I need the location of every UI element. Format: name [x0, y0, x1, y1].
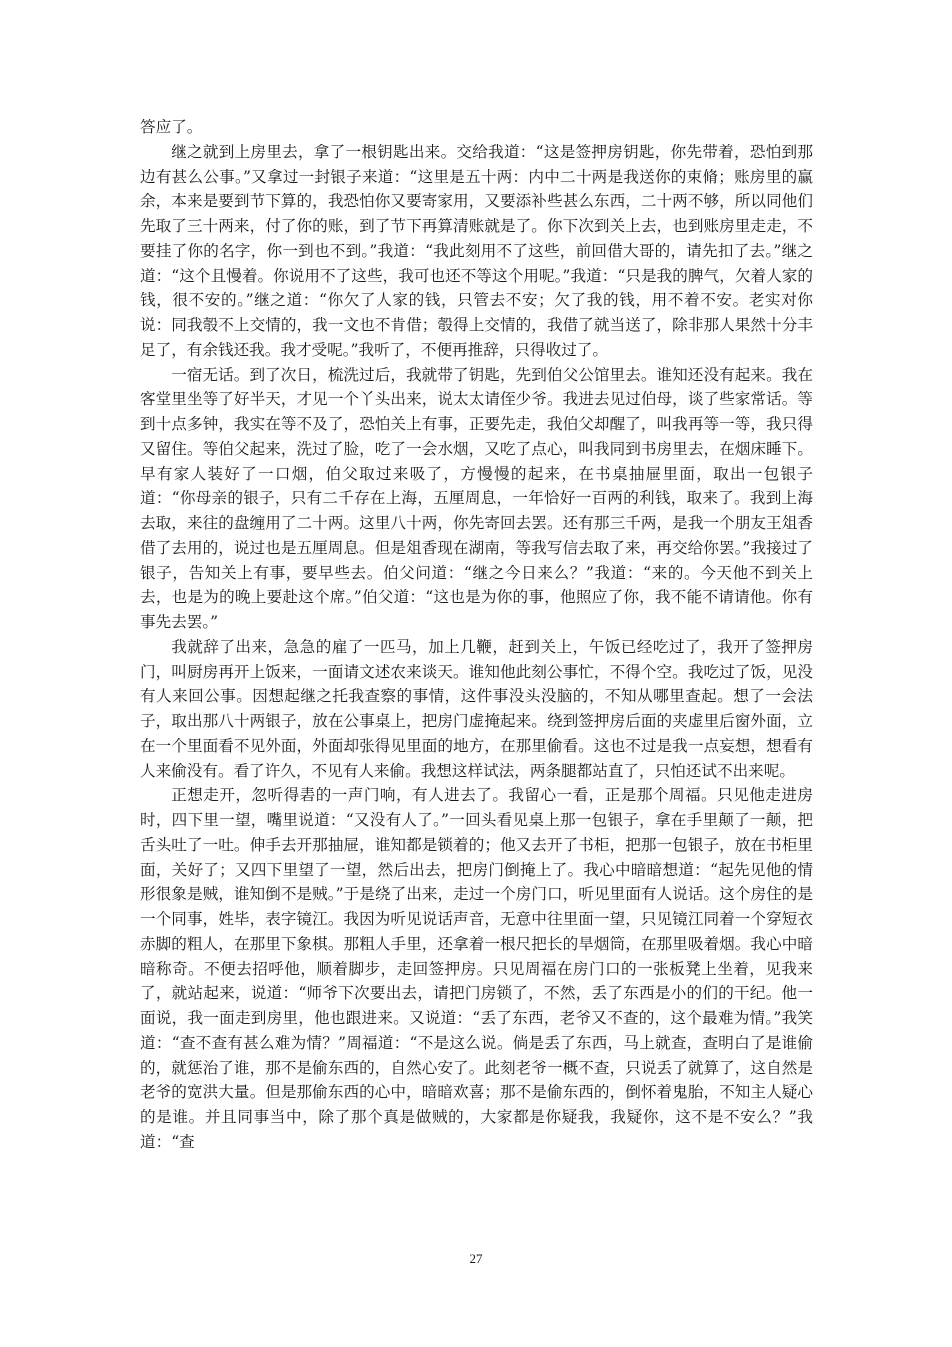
paragraph-continuation: 答应了。 — [140, 118, 203, 136]
page-number: 27 — [469, 1251, 483, 1266]
paragraph: 继之就到上房里去，拿了一根钥匙出来。交给我道：“这是签押房钥匙，你先带着，恐怕到那边有甚么公事。”又拿过一封银子来道：“这里是五十两：内中二十两是我送你的束脩；账房里的赢余，本来是要到节下算的，我恐怕你又要寄家用，又要添补些甚么东西，二十两不够，所以同他们先取了三十两来，付了你的账，到了节下再算清账就是了。你下次到关上去，也到账房里走走，不要挂了你的名字，你一到也不到。”我道：“我此刻用不了这些，前回借大哥的，请先扣了去。”继之道：“这个且慢着。你说用不了这些，我可也还不等这个用呢。”我道：“只是我的脾气，欠着人家的钱，很不安的。”继之道：“你欠了人家的钱，只管去不安；欠了我的钱，用不着不安。老实对你说：同我彀不上交情的，我一文也不肯借；彀得上交情的，我借了就当送了，除非那人果然十分丰足了，有余钱还我。我才受呢。”我听了，不便再推辞，只得收过了。 — [140, 142, 813, 359]
paragraph: 一宿无话。到了次日，梳洗过后，我就带了钥匙，先到伯父公馆里去。谁知还没有起来。我在客堂里坐等了好半天，才见一个丫头出来，说太太请侄少爷。我进去见过伯母，谈了些家常话。等到十点多钟，我实在等不及了，恐怕关上有事，正要先走，我伯父却醒了，叫我再等一等，我只得又留住。等伯父起来，洗过了脸，吃了一会水烟，又吃了点心，叫我同到书房里去，在烟床睡下。早有家人装好了一口烟，伯父取过来吸了，方慢慢的起来，在书桌抽屉里面，取出一包银子道：“你母亲的银子，只有二千存在上海，五厘周息，一年恰好一百两的利钱，取来了。我到上海去取，来往的盘缠用了二十两。这里八十两，你先寄回去罢。还有那三千两，是我一个朋友王俎香借了去用的，说过也是五厘周息。但是俎香现在湖南，等我写信去取了来，再交给你罢。”我接过了银子，告知关上有事，要早些去。伯父问道：“继之今日来么？”我道：“来的。今天他不到关上去，也是为的晚上要赴这个席。”伯父道：“这也是为你的事，他照应了你，我不能不请请他。你有事先去罢。” — [140, 365, 813, 631]
body-text — [140, 115, 813, 1155]
paragraph: 正想走开，忽听得砉的一声门响，有人进去了。我留心一看，正是那个周福。只见他走进房时，四下里一望，嘴里说道：“又没有人了。”一回头看见桌上那一包银子，拿在手里颠了一颠，把舌头吐了一吐。伸手去开那抽屉，谁知都是锁着的；他又去开了书柜，把那一包银子，放在书柜里面，关好了；又四下里望了一望，然后出去，把房门倒掩上了。我心中暗暗想道：“起先见他的情形很象是贼，谁知倒不是贼。”于是绕了出来，走过一个房门口，听见里面有人说话。这个房住的是一个同事，姓毕，表字镜江。我因为听见说话声音，无意中往里面一望，只见镜江同着一个穿短衣赤脚的粗人，在那里下象棋。那粗人手里，还拿着一根尺把长的旱烟筒，在那里吸着烟。我心中暗暗称奇。不便去招呼他，顺着脚步，走回签押房。只见周福在房门口的一张板凳上坐着，见我来了，就站起来，说道：“师爷下次要出去，请把门房锁了，不然，丢了东西是小的们的干纪。他一面说，我一面走到房里，他也跟进来。又说道：“丢了东西，老爷又不查的，这个最难为情。”我笑道：“查不查有甚么难为情？”周福道：“不是这么说。倘是丢了东西，马上就查，查明白了是谁偷的，就惩治了谁，那不是偷东西的，自然心安了。此刻老爷一概不查，只说丢了就算了，这自然是老爷的宽洪大量。但是那偷东西的心中，暗暗欢喜；那不是偷东西的，倒怀着鬼胎，不知主人疑心的是谁。并且同事当中，除了那个真是做贼的，大家都是你疑我，我疑你，这不是不安么？”我道：“查 — [140, 786, 813, 1151]
paragraph: 我就辞了出来，急急的雇了一匹马，加上几鞭，赶到关上，午饭已经吃过了，我开了签押房门，叫厨房再开上饭来，一面请文述农来谈天。谁知他此刻公事忙，不得个空。我吃过了饭，见没有人来回公事。因想起继之托我查察的事情，这件事没头没脑的，不知从哪里查起。想了一会法子，取出那八十两银子，放在公事桌上，把房门虚掩起来。绕到签押房后面的夹虚里后窗外面，立在一个里面看不见外面，外面却张得见里面的地方，在那里偷看。这也不过是我一点妄想，想看有人来偷没有。看了许久，不见有人来偷。我想这样试法，两条腿都站直了，只怕还试不出来呢。 — [140, 637, 813, 780]
